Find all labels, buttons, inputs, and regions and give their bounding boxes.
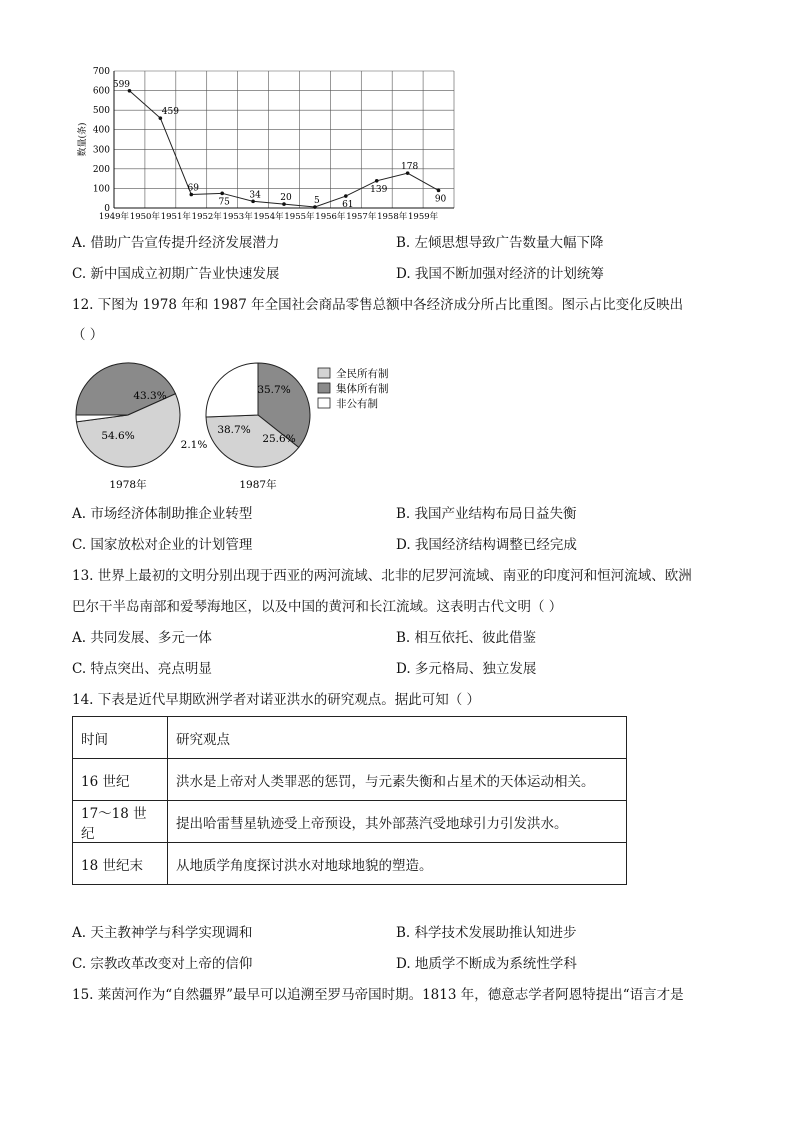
x-tick-label: 1955年 [284,212,315,222]
q15-stem: 15. 莱茵河作为“自然疆界”最早可以追溯至罗马帝国时期。1813 年，德意志学者阿恩特提出“语言才是 [72,987,684,1003]
data-labels [113,80,447,210]
q12-option-b[interactable]: B. 我国产业结构布局日益失衡 [396,506,577,522]
x-tick-label: 1957年 [346,212,377,222]
q12-stem-bracket: （ ） [72,327,104,343]
data-label: 69 [187,183,199,194]
pie-slice-label: 54.6% [101,430,135,442]
table-cell-time: 18 世纪末 [73,843,168,885]
q13-option-b[interactable]: B. 相互依托、彼此借鉴 [396,630,537,646]
y-tick-label: 400 [92,125,110,136]
y-tick-label: 700 [92,67,110,77]
q11-option-c[interactable]: C. 新中国成立初期广告业快速发展 [72,266,280,282]
x-tick-label: 1953年 [222,212,253,222]
x-tick-labels [99,211,439,222]
pie-slice-label: 35.7% [257,384,291,396]
y-tick-label: 500 [92,106,110,117]
table-cell-view: 从地质学角度探讨洪水对地球地貌的塑造。 [168,843,627,885]
pie-slice-label: 25.6% [262,433,296,445]
data-label: 75 [218,197,230,208]
q13-stem-continued: 巴尔干半岛南部和爱琴海地区，以及中国的黄河和长江流域。这表明古代文明（ ） [72,599,563,615]
y-tick-labels [93,67,110,214]
pie-1987 [206,363,310,491]
y-tick-label: 0 [104,204,110,214]
legend-swatch [318,383,330,393]
q14-option-b[interactable]: B. 科学技术发展助推认知进步 [396,925,577,941]
table-row [73,759,627,801]
pie-legend [318,367,389,410]
q13-option-a[interactable]: A. 共同发展、多元一体 [72,630,212,646]
data-label: 20 [280,193,292,204]
pie-title: 1987年 [239,479,277,491]
q11-option-b[interactable]: B. 左倾思想导致广告数量大幅下降 [396,235,604,251]
x-tick-label: 1949年 [98,212,130,222]
economic-share-pie-charts [70,355,430,495]
table-cell-view: 提出哈雷彗星轨迹受上帝预设，其外部蒸汽受地球引力引发洪水。 [168,801,627,843]
q11-option-d[interactable]: D. 我国不断加强对经济的计划统筹 [396,266,604,282]
data-point [220,192,224,196]
table-header-time: 时间 [73,717,168,759]
data-point [375,179,379,183]
x-tick-label: 1959年 [408,212,439,222]
ad-count-line-chart [70,64,470,224]
x-tick-label: 1956年 [315,212,346,222]
legend-swatch [318,368,330,378]
table-cell-time: 16 世纪 [73,759,168,801]
y-tick-label: 200 [92,164,110,175]
chart-grid [114,71,454,211]
q14-stem: 14. 下表是近代早期欧洲学者对诺亚洪水的研究观点。据此可知（ ） [72,692,481,708]
table-row [73,843,627,885]
pie-1978 [76,363,207,491]
table-cell-time: 17～18 世纪 [73,801,168,843]
data-point [437,189,441,193]
research-views-table [72,716,627,885]
pie-slice-private [206,363,258,417]
q14-option-a[interactable]: A. 天主教神学与科学实现调和 [72,925,253,941]
table-row [73,801,627,843]
data-label: 139 [370,184,388,195]
pie-slice-label: 43.3% [133,390,167,402]
q12-option-a[interactable]: A. 市场经济体制助推企业转型 [72,506,253,522]
legend-swatch [318,398,330,408]
q12-option-c[interactable]: C. 国家放松对企业的计划管理 [72,537,253,553]
q12-stem: 12. 下图为 1978 年和 1987 年全国社会商品零售总额中各经济成分所占比重图。图示占比变化反映出 [72,297,684,313]
table-header-row [73,717,627,759]
data-label: 5 [314,196,320,207]
y-tick-label: 300 [92,145,110,156]
data-label: 34 [249,190,261,201]
data-label: 90 [434,194,447,205]
q13-option-d[interactable]: D. 多元格局、独立发展 [396,661,537,677]
x-tick-label: 1950年 [129,212,160,222]
chart-axes [114,71,454,211]
q13-stem: 13. 世界上最初的文明分别出现于西亚的两河流域、北非的尼罗河流域、南亚的印度河和恒河流域、欧洲 [72,568,692,584]
q13-option-c[interactable]: C. 特点突出、亮点明显 [72,661,212,677]
data-point [344,194,348,198]
y-tick-label: 600 [92,86,110,97]
legend-label: 集体所有制 [336,383,389,395]
table-header-view: 研究观点 [168,717,627,759]
q14-option-c[interactable]: C. 宗教改革改变对上帝的信仰 [72,956,253,972]
x-tick-label: 1958年 [377,212,408,222]
pie-slice-label: 38.7% [217,424,251,436]
table-cell-view: 洪水是上帝对人类罪恶的惩罚，与元素失衡和占星术的天体运动相关。 [168,759,627,801]
x-tick-label: 1952年 [191,212,222,222]
x-tick-label: 1951年 [160,212,191,222]
data-label: 178 [401,162,419,173]
data-label: 61 [342,200,354,211]
y-axis-label: 数量(条) [78,122,88,157]
y-tick-label: 100 [92,184,110,195]
data-label: 599 [112,79,131,90]
pie-title: 1978年 [109,479,147,491]
q14-option-d[interactable]: D. 地质学不断成为系统性学科 [396,956,577,972]
q12-option-d[interactable]: D. 我国经济结构调整已经完成 [396,537,577,553]
q11-option-a[interactable]: A. 借助广告宣传提升经济发展潜力 [72,235,280,251]
legend-label: 非公有制 [336,398,378,410]
legend-label: 全民所有制 [336,368,389,380]
pie-slice-label: 2.1% [180,439,208,451]
x-tick-label: 1954年 [253,212,284,222]
data-label: 459 [161,107,179,118]
